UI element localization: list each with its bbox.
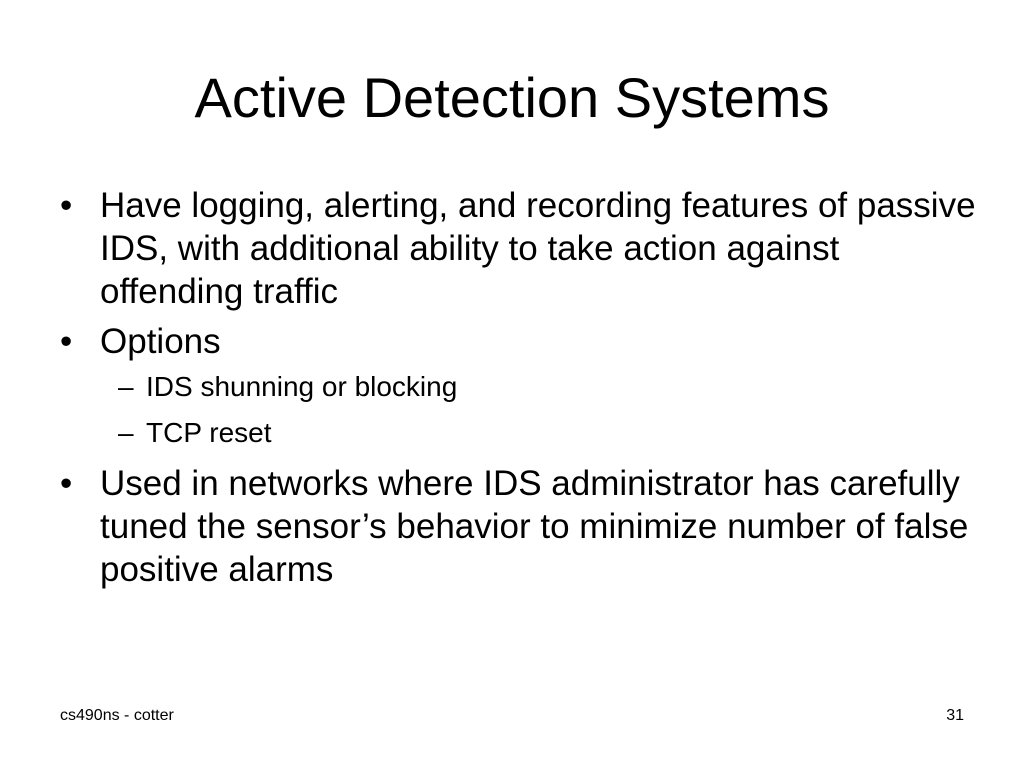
bullet-item: [60, 184, 980, 313]
bullet-marker-icon: •: [60, 186, 73, 225]
bullet-item: [60, 462, 980, 591]
bullet-text: Have logging, alerting, and recording features of passive IDS, with additional ability to take action against offending traffic: [100, 186, 976, 311]
bullet-text: Used in networks where IDS administrator has carefully tuned the sensor’s behavior to minimize number of false positive alarms: [100, 464, 969, 589]
page-number: 31: [946, 707, 964, 724]
dash-marker-icon: –: [118, 417, 134, 448]
footer-author: cs490ns - cotter: [60, 707, 174, 724]
sub-bullet-text: TCP reset: [146, 417, 272, 448]
slide-body: [60, 184, 980, 598]
slide-title: Active Detection Systems: [194, 66, 830, 129]
bullet-marker-icon: •: [60, 322, 73, 361]
sub-bullet-text: IDS shunning or blocking: [146, 371, 458, 402]
sub-bullet-item: [60, 416, 980, 450]
bullet-item: [60, 320, 980, 363]
dash-marker-icon: –: [118, 371, 134, 402]
bullet-marker-icon: •: [60, 464, 73, 503]
sub-bullet-item: [60, 370, 980, 404]
bullet-text: Options: [100, 322, 221, 361]
